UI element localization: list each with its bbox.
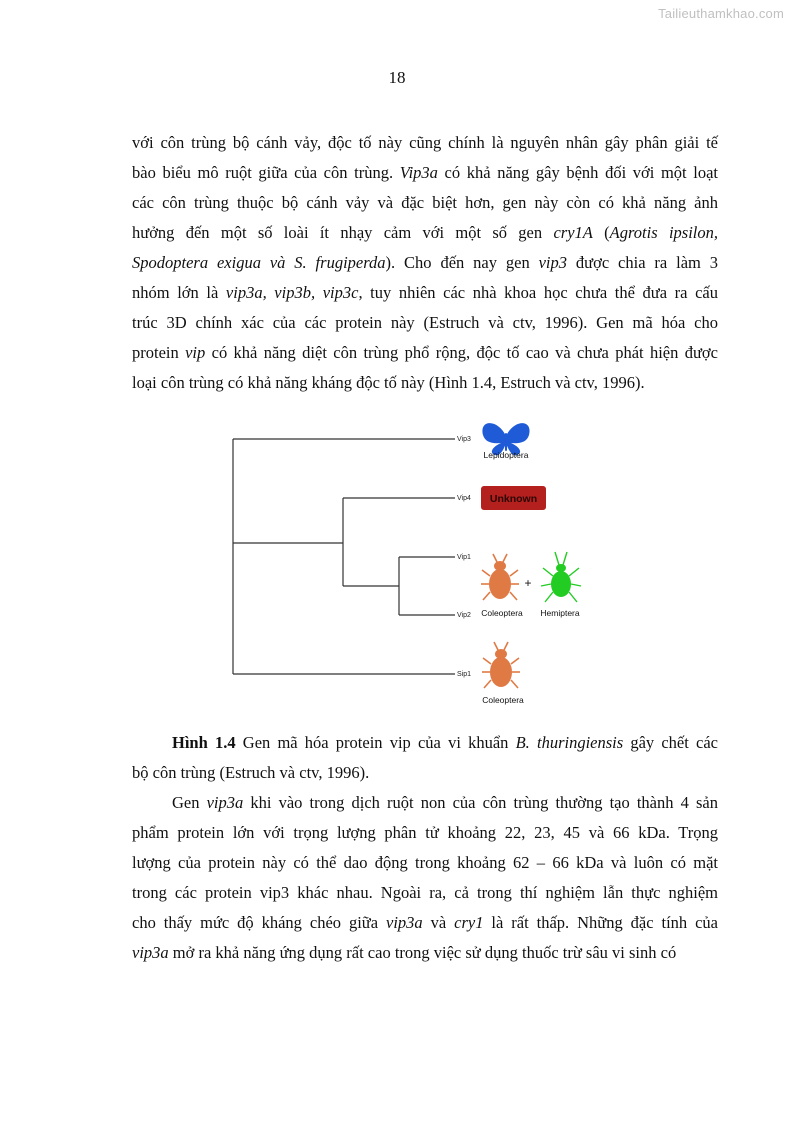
paragraph2-line [132,878,718,908]
branch-label-vip2: Vip2 [457,612,471,619]
taxon-lepidoptera: Lepidoptera [483,450,529,460]
text-segment: protein [132,343,186,362]
text-segment: Gen mã hóa protein vip của vi khuẩn [235,733,516,752]
text-segment: Vip3a [399,163,438,182]
text-segment: nhóm lớn là [132,283,226,302]
text-segment: mở ra khả năng ứng dụng rất cao trong việc sử dụng thuốc trừ sâu vi sinh có [168,943,677,962]
text-segment: , tuy nhiên các nhà khoa học chưa thể đưa ra cấu [358,283,718,302]
paragraph1-line [132,308,718,338]
paragraph1-line [132,368,718,398]
branch-label-vip1: Vip1 [457,554,471,561]
text-segment: loại côn trùng có khả năng kháng độc tố này (Hình 1.4, Estruch và ctv, 1996). [132,373,645,392]
paragraph2-line [132,938,718,968]
caption-line [132,758,718,788]
aphid-icon [541,552,581,602]
paragraph1-line [132,248,718,278]
text-segment: trúc 3D chính xác của các protein này (Estruch và ctv, 1996). Gen mã hóa cho [132,313,718,332]
plus-sign: + [524,576,532,590]
text-segment: ( [592,223,610,242]
caption-line [132,728,718,758]
text-segment: Spodoptera exigua và S. frugiperda [132,253,386,272]
paragraph2-line [132,848,718,878]
taxon-coleoptera-sip1: Coleoptera [482,695,524,705]
paragraph1-line [132,338,718,368]
page-number: 18 [388,68,406,87]
text-segment: bộ côn trùng (Estruch và ctv, 1996). [132,763,370,782]
text-segment: Hình 1.4 [172,733,236,752]
branch-label-sip1: Sip1 [457,671,472,678]
unknown-badge-label: Unknown [489,493,538,505]
text-segment: với côn trùng bộ cánh vảy, độc tố này cũng chính là nguyên nhân gây phân giải tế [132,133,718,152]
text-segment: được chia ra làm 3 [567,253,718,272]
text-segment: phẩm protein lớn với trọng lượng phân tử khoảng 22, 23, 45 và 66 kDa. Trọng [132,823,718,842]
text-segment: cho thấy mức độ kháng chéo giữa [132,913,387,932]
text-segment: vip3a, vip3b, vip3c [225,283,359,302]
text-segment: bào biểu mô ruột giữa của côn trùng. [132,163,400,182]
text-segment: ). Cho đến nay gen [385,253,539,272]
figure-caption [132,728,718,788]
paragraph1-line [132,188,718,218]
text-segment: hưởng đến một số loài ít nhạy cảm với một số gen [132,223,554,242]
text-segment: là rất thấp. Những đặc tính của [483,913,719,932]
text-segment: và [422,913,455,932]
text-segment: vip3 [538,253,568,272]
taxon-hemiptera: Hemiptera [540,608,580,618]
paragraph1-line [132,128,718,158]
tree-branches [233,439,455,674]
paragraph-1 [132,128,718,398]
text-segment: có khả năng gây bệnh đối với một loạt [437,163,719,182]
text-segment: vip [185,343,206,362]
text-segment: vip3a [206,793,244,812]
text-segment: cry1 [454,913,484,932]
text-segment: trong các protein vip3 khác nhau. Ngoài ra, cả trong thí nghiệm lẫn thực nghiệm [132,883,718,902]
paragraph2-line [132,908,718,938]
paragraph1-line [132,158,718,188]
beetle-icon [481,554,519,600]
figure-phylogenetic-tree [215,410,595,715]
text-segment: Gen [172,793,207,812]
text-segment: cry1A [553,223,593,242]
paragraph1-line [132,278,718,308]
paragraph-2 [132,788,718,968]
text-segment: vip3a [132,943,169,962]
text-segment: vip3a [386,913,423,932]
paragraph1-line [132,218,718,248]
beetle-icon [482,642,520,688]
branch-label-vip3: Vip3 [457,436,471,443]
paragraph2-line [132,818,718,848]
branch-label-vip4: Vip4 [457,495,471,502]
text-segment: B. thuringiensis [515,733,624,752]
text-segment: khi vào trong dịch ruột non của côn trùng thường tạo thành 4 sản [243,793,718,812]
taxon-coleoptera: Coleoptera [481,608,523,618]
text-segment: lượng của protein này có thể dao động trong khoảng 62 – 66 kDa và luôn có mặt [132,853,718,872]
text-segment: các côn trùng thuộc bộ cánh vảy và đặc biệt hơn, gen này còn có khả năng ảnh [132,193,718,212]
text-segment: gây chết các [623,733,718,752]
paragraph2-line [132,788,718,818]
watermark: Tailieuthamkhao.com [658,6,784,21]
text-segment: có khả năng diệt côn trùng phổ rộng, độc tố cao và chưa phát hiện được [205,343,718,362]
text-segment: Agrotis ipsilon, [609,223,719,242]
